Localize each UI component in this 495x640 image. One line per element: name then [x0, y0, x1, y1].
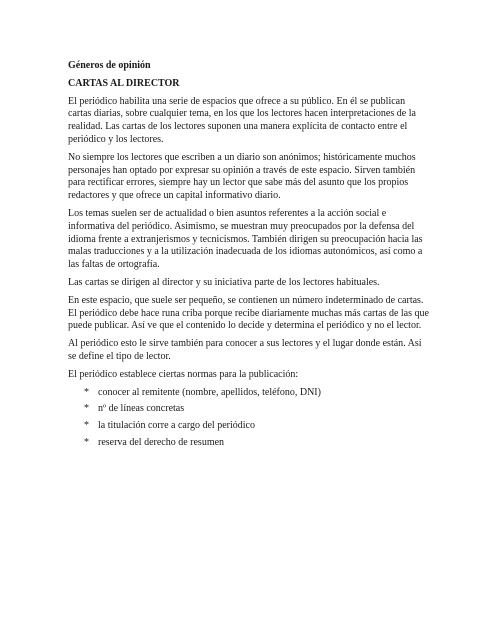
- section-title: CARTAS AL DIRECTOR: [68, 77, 180, 89]
- paragraph-7: El periódico establece ciertas normas para la publicación:: [68, 368, 299, 380]
- paragraph-4: Las cartas se dirigen al director y su iniciativa parte de los lectores habituales.: [68, 276, 380, 288]
- list-item-text: conocer al remitente (nombre, apellidos, teléfono, DNI): [98, 386, 321, 398]
- list-item-text: la titulación corre a cargo del periódico: [98, 420, 255, 432]
- list-item-text: reserva del derecho de resumen: [98, 436, 225, 448]
- list-item: [68, 403, 430, 416]
- list-item: [68, 387, 430, 400]
- bullet-asterisk-icon: *: [84, 420, 89, 432]
- document-page: [68, 60, 430, 454]
- bullet-asterisk-icon: *: [84, 403, 89, 415]
- list-item-text: nº de líneas concretas: [98, 403, 185, 415]
- paragraph-5: En este espacio, que suele ser pequeño, se contienen un número indeterminado de cartas. El periódico debe hace runa criba porque recibe diariamente muchas más cartas de las que puede publicar. Así ve que el contenido lo decide y determina el periódico y no el lector.: [68, 294, 429, 332]
- paragraph-3: Los temas suelen ser de actualidad o bien asuntos referentes a la acción social e informativa del periódico. Asimismo, se muestran muy preocupados por la defensa del idioma frente a extranjerismos y tecnicismos. También dirigen su preocupación hacia las malas traducciones y a la utilización inadecuada de los idiomas autonómicos, así como a las faltas de ortografía.: [68, 207, 423, 271]
- document-title: Géneros de opinión: [68, 60, 151, 71]
- paragraph-6: Al periódico esto le sirve también para conocer a sus lectores y el lugar donde están. Así se define el tipo de lector.: [68, 338, 422, 362]
- paragraph-1: El periódico habilita una serie de espacios que ofrece a su público. En él se publican cartas diarias, sobre cualquier tema, en los que los lectores hacen interpretaciones de la realidad. Las cartas de los lectores suponen una manera explícita de contacto entre el periódico y los lectores.: [68, 95, 416, 145]
- list-item: [68, 437, 430, 450]
- list-item: [68, 420, 430, 433]
- bullet-asterisk-icon: *: [84, 386, 89, 398]
- paragraph-2: No siempre los lectores que escriben a un diario son anónimos; históricamente muchos personajes han optado por expresar su opinión a través de este espacio. Sirven también para rectificar errores, siempre hay un lector que sabe más del asunto que los propios redactores y que ofrece un capital informativo diario.: [68, 151, 416, 202]
- bullet-asterisk-icon: *: [84, 436, 89, 448]
- publication-rules-list: [68, 387, 430, 450]
